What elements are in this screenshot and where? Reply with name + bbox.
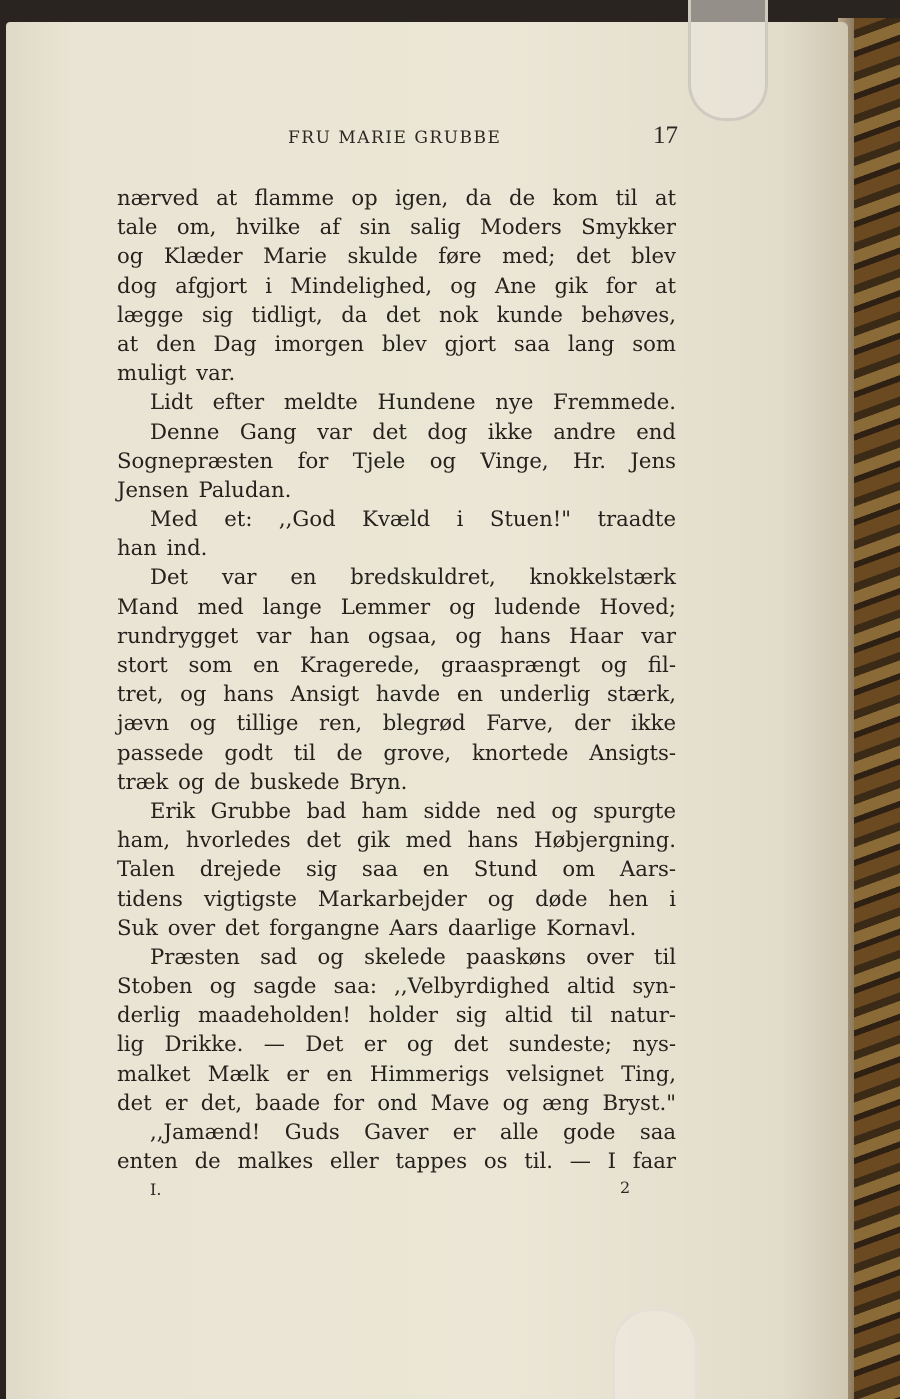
- text-line: Erik Grubbe bad ham sidde ned og spurgte: [150, 797, 676, 823]
- text-line: Med et: ,,God Kvæld i Stuen!" traadte: [150, 506, 676, 532]
- text-line: jævn og tillige ren, blegrød Farve, der ikke: [117, 710, 676, 736]
- text-line: lig Drikke. — Det er og det sundeste; nys-: [117, 1031, 676, 1057]
- signature-mark-right: 2: [620, 1178, 631, 1197]
- text-line: rundrygget var han ogsaa, og hans Haar var: [117, 622, 676, 648]
- book-spine: [846, 18, 900, 1399]
- text-line: stort som en Kragerede, graasprængt og fil-: [117, 652, 676, 677]
- body-text: [117, 183, 676, 1175]
- running-title: FRU MARIE GRUBBE: [288, 128, 502, 148]
- text-line: malket Mælk er en Himmerigs velsignet Ting,: [117, 1060, 676, 1086]
- text-line: Jensen Paludan.: [117, 476, 292, 502]
- text-line: ,,Jamænd! Guds Gaver er alle gode saa: [150, 1119, 676, 1144]
- text-line: tidens vigtigste Markarbejder og døde hen i: [117, 885, 676, 911]
- text-line: dog afgjort i Mindelighed, og Ane gik for at: [117, 272, 676, 298]
- text-line: lægge sig tidligt, da det nok kunde behøves,: [117, 301, 676, 327]
- text-line: Præsten sad og skelede paaskøns over til: [150, 943, 676, 969]
- text-line: ham, hvorledes det gik med hans Høbjergning.: [117, 827, 676, 853]
- text-line: Denne Gang var det dog ikke andre end: [150, 418, 676, 444]
- text-line: og Klæder Marie skulde føre med; det blev: [117, 243, 676, 269]
- page-number: 17: [653, 122, 678, 149]
- text-line: Sognepræsten for Tjele og Vinge, Hr. Jens: [117, 447, 676, 473]
- text-line: Stoben og sagde saa: ,,Velbyrdighed altid syn-: [117, 973, 676, 999]
- text-line: tret, og hans Ansigt havde en underlig stærk,: [117, 681, 676, 707]
- signature-mark-left: I.: [150, 1180, 162, 1199]
- text-line: Mand med lange Lemmer og ludende Hoved;: [117, 593, 676, 619]
- text-line: Lidt efter meldte Hundene nye Fremmede.: [150, 389, 676, 415]
- text-line: Det var en bredskuldret, knokkelstærk: [150, 564, 676, 590]
- page-clip-top: [688, 0, 768, 121]
- text-line: det er det, baade for ond Mave og æng Bryst.": [117, 1089, 676, 1115]
- text-line: enten de malkes eller tappes os til. — I faar: [117, 1148, 676, 1174]
- text-line: at den Dag imorgen blev gjort saa lang som: [117, 330, 676, 356]
- text-line: Talen drejede sig saa en Stund om Aars-: [117, 856, 676, 882]
- text-line: han ind.: [117, 535, 208, 561]
- text-line: tale om, hvilke af sin salig Moders Smykker: [117, 214, 676, 240]
- text-line: passede godt til de grove, knortede Ansigts-: [117, 739, 676, 765]
- text-line: derlig maadeholden! holder sig altid til natur-: [117, 1002, 676, 1028]
- text-line: træk og de buskede Bryn.: [117, 768, 408, 794]
- text-line: nærved at flamme op igen, da de kom til at: [117, 185, 676, 210]
- text-line: Suk over det forgangne Aars daarlige Kornavl.: [117, 914, 637, 940]
- page-clip-bottom: [612, 1308, 698, 1399]
- text-line: muligt var.: [117, 360, 236, 386]
